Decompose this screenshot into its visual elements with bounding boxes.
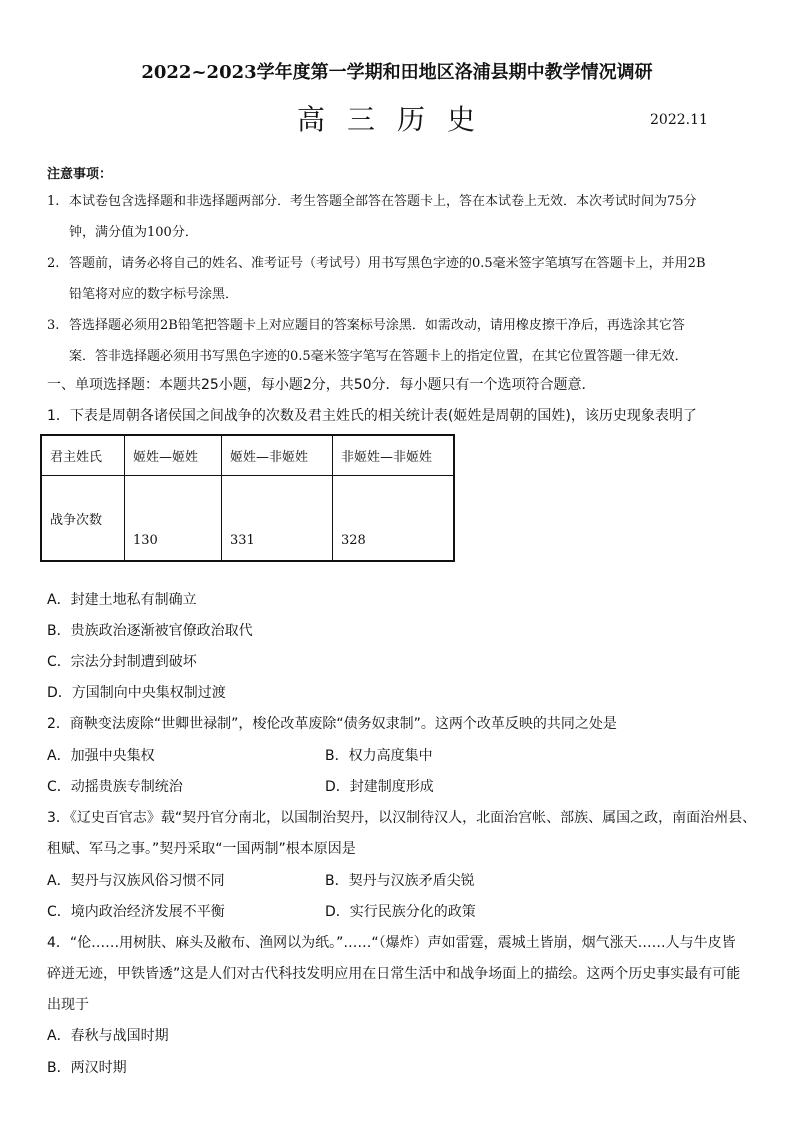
q2-option-c: C．动摇贵族专制统治 <box>47 779 183 795</box>
q3-option-a: A．契丹与汉族风俗习惯不同 <box>47 873 225 889</box>
table-row <box>41 476 454 562</box>
subject-title: 高三历史 <box>296 103 497 136</box>
q4-option-a: A．春秋与战国时期 <box>47 1028 169 1044</box>
question-4-stem-line2: 碎迸无迹，甲铁皆透”这是人们对古代科技发明应用在日常生活中和战争场面上的描绘。这两个历史事实最有可能 <box>47 966 741 982</box>
q4-option-b: B．两汉时期 <box>47 1060 127 1076</box>
q1-option-c: C．宗法分封制遭到破坏 <box>47 654 197 670</box>
q3-option-d: D．实行民族分化的政策 <box>325 904 476 920</box>
notice-num: 2. <box>47 256 60 271</box>
notice-heading: 注意事项： <box>47 167 113 182</box>
table-row-label: 战争次数 <box>41 476 125 562</box>
notice-line: 答题前，请务必将自己的姓名、准考证号（考试号）用书写黑色字迹的0.5毫米签字笔填写在答题卡上，并用2B <box>69 256 706 271</box>
table-header-cell: 君主姓氏 <box>41 435 125 476</box>
q2-option-d: D．封建制度形成 <box>325 779 434 795</box>
q1-option-d: D．方国制向中央集权制过渡 <box>47 685 226 701</box>
notice-num: 3. <box>47 318 60 333</box>
question-3-stem-line1: 3．《辽史百官志》载“契丹官分南北，以国制治契丹，以汉制待汉人，北面治宫帐、部族、属国之政，南面治州县、 <box>47 810 757 826</box>
table-header-cell: 姬姓—非姬姓 <box>222 435 333 476</box>
question-2-stem: 2．商鞅变法废除“世卿世禄制”，梭伦改革废除“债务奴隶制”。这两个改革反映的共同之处是 <box>47 716 617 732</box>
q1-option-b: B．贵族政治逐渐被官僚政治取代 <box>47 623 253 639</box>
q3-option-b: B．契丹与汉族矛盾尖锐 <box>325 873 475 889</box>
q2-option-a: A．加强中央集权 <box>47 748 155 764</box>
notice-item-3 <box>47 310 752 372</box>
section-1-title: 一、单项选择题：本题共25小题，每小题2分，共50分．每小题只有一个选项符合题意． <box>47 377 596 393</box>
question-1-stem: 1．下表是周朝各诸侯国之间战争的次数及君主姓氏的相关统计表(姬姓是周朝的国姓)，该历史现象表明了 <box>47 408 697 424</box>
table-cell: 130 <box>125 476 222 562</box>
notice-line: 钟，满分值为100分． <box>69 225 198 240</box>
war-statistics-table <box>40 434 455 562</box>
notice-item-1 <box>47 186 752 248</box>
q2-option-b: B．权力高度集中 <box>325 748 433 764</box>
q1-option-a: A．封建土地私有制确立 <box>47 592 197 608</box>
q3-option-c: C．境内政治经济发展不平衡 <box>47 904 225 920</box>
question-4-stem-line1: 4．“伦……用树肤、麻头及敝布、渔网以为纸。”……“（爆炸）声如雷霆，震城土皆崩，烟气涨天……人与牛皮皆 <box>47 935 736 951</box>
notice-line: 本试卷包含选择题和非选择题两部分．考生答题全部答在答题卡上，答在本试卷上无效．本次考试时间为75分 <box>69 194 697 209</box>
notice-item-2 <box>47 248 752 310</box>
question-3-stem-line2: 租赋、军马之事。”契丹采取“一国两制”根本原因是 <box>47 841 356 857</box>
notice-line: 铅笔将对应的数字标号涂黑． <box>69 287 239 302</box>
table-header-row <box>41 435 454 476</box>
exam-title: 2022~2023学年度第一学期和田地区洛浦县期中教学情况调研 <box>141 62 653 83</box>
table-cell: 328 <box>333 476 455 562</box>
notice-line: 答选择题必须用2B铅笔把答题卡上对应题目的答案标号涂黑．如需改动，请用橡皮擦干净后，再选涂其它答 <box>69 318 685 333</box>
notice-line: 案．答非选择题必须用书写黑色字迹的0.5毫米签字笔写在答题卡上的指定位置，在其它位置答题一律无效． <box>69 349 688 364</box>
question-4-stem-line3: 出现于 <box>47 997 89 1013</box>
exam-date: 2022.11 <box>650 112 708 128</box>
notice-num: 1. <box>47 194 60 209</box>
table-cell: 331 <box>222 476 333 562</box>
table-header-cell: 姬姓—姬姓 <box>125 435 222 476</box>
table-header-cell: 非姬姓—非姬姓 <box>333 435 455 476</box>
